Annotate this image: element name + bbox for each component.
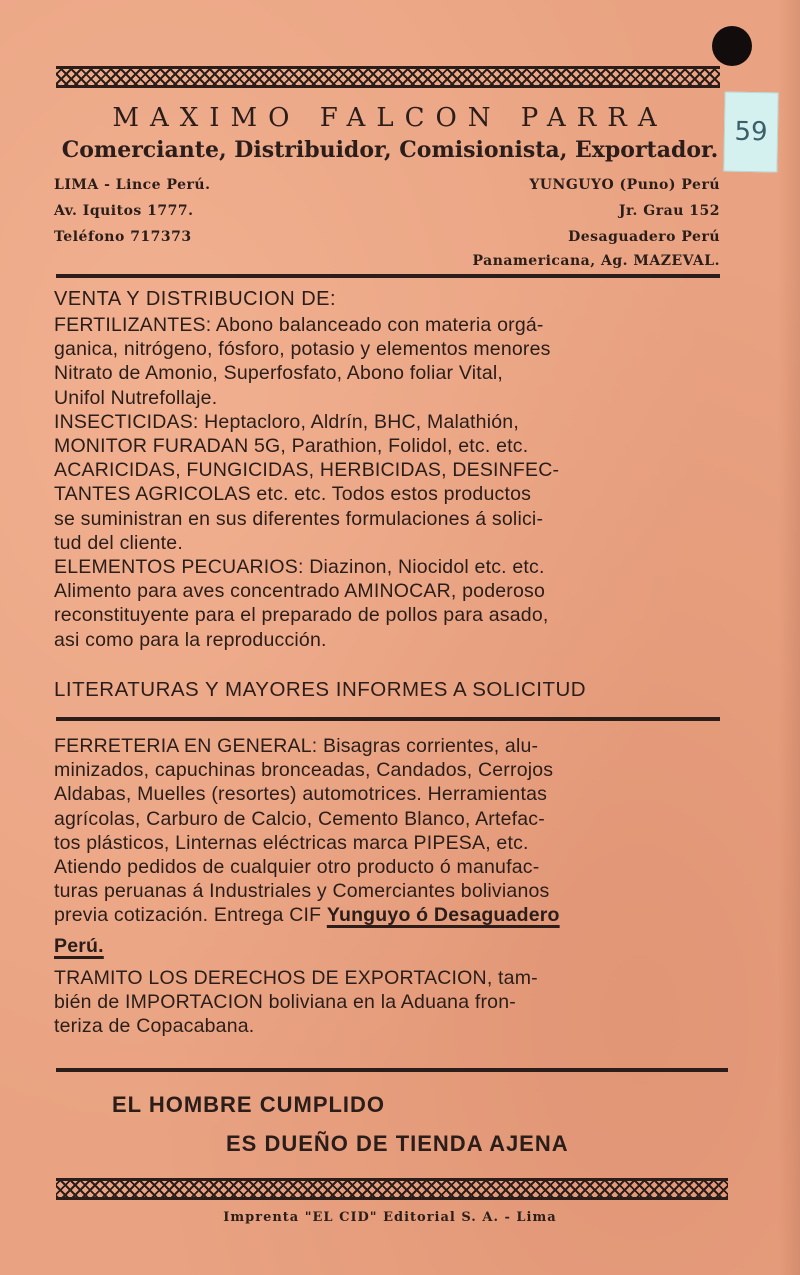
ferreteria-line: minizados, capuchinas bronceadas, Candados, Cerrojos	[54, 759, 554, 782]
tramite-line: TRAMITO LOS DERECHOS DE EXPORTACION, tam-	[54, 966, 538, 989]
ferreteria-line: turas peruanas á Industriales y Comerciantes bolivianos	[54, 880, 550, 903]
venta-line: Nitrato de Amonio, Superfosfato, Abono foliar Vital,	[54, 362, 504, 385]
merchant-name: MAXIMO FALCON PARRA	[112, 103, 668, 133]
divider-header	[56, 274, 720, 278]
section-ferreteria-body	[54, 734, 724, 1038]
venta-line: Unifol Nutrefollaje.	[54, 386, 218, 409]
top-ornament-border	[56, 66, 720, 88]
ferreteria-line: Aldabas, Muelles (resortes) automotrices. Herramientas	[54, 783, 548, 806]
merchant-subtitle: Comerciante, Distribuidor, Comisionista, Exportador.	[61, 137, 719, 163]
venta-line: asi como para la reproducción.	[54, 628, 327, 651]
divider-lower	[56, 1068, 728, 1072]
section-heading-venta: VENTA Y DISTRIBUCION DE:	[54, 288, 337, 310]
venta-line: FERTILIZANTES: Abono balanceado con materia orgá-	[54, 314, 544, 336]
delivery-places: Yunguyo ó Desaguadero	[326, 904, 560, 927]
slogan-line-1: EL HOMBRE CUMPLIDO	[112, 1092, 386, 1117]
paper-edge	[778, 0, 800, 1275]
venta-line: tud del cliente.	[54, 531, 183, 554]
right-address-line-1: YUNGUYO (Puno) Perú	[529, 177, 720, 193]
ferreteria-line: Atiendo pedidos de cualquier otro producto ó manufac-	[54, 856, 540, 879]
divider-middle	[56, 717, 720, 721]
section-venta-body	[54, 313, 724, 652]
venta-line: ELEMENTOS PECUARIOS: Diazinon, Niocidol etc. etc.	[54, 556, 545, 579]
literature-notice: LITERATURAS Y MAYORES INFORMES A SOLICITUD	[54, 678, 587, 701]
bottom-ornament-border	[56, 1178, 728, 1200]
punched-hole	[712, 26, 752, 66]
venta-line: reconstituyente para el preparado de pollos para asado,	[54, 604, 549, 627]
right-address-line-4: Panamericana, Ag. MAZEVAL.	[472, 253, 720, 269]
slogan-line-2: ES DUEÑO DE TIENDA AJENA	[226, 1131, 569, 1156]
left-address-line-1: LIMA - Lince Perú.	[54, 177, 211, 193]
ferreteria-line: agrícolas, Carburo de Calcio, Cemento Blanco, Artefac-	[54, 807, 545, 830]
venta-line: INSECTICIDAS: Heptacloro, Aldrín, BHC, Malathión,	[54, 410, 519, 433]
ferreteria-line-delivery	[54, 903, 724, 927]
venta-line: ACARICIDAS, FUNGICIDAS, HERBICIDAS, DESINFEC-	[54, 459, 560, 482]
sticker-number: 59	[734, 116, 768, 148]
right-address-line-3: Desaguadero Perú	[568, 229, 720, 245]
delivery-country: Perú.	[54, 934, 104, 957]
venta-line: MONITOR FURADAN 5G, Parathion, Folidol, etc. etc.	[54, 435, 529, 458]
venta-line: ganica, nitrógeno, fósforo, potasio y elementos menores	[54, 338, 551, 361]
ferreteria-line-overflow	[54, 934, 724, 958]
venta-line: Alimento para aves concentrado AMINOCAR, poderoso	[54, 580, 546, 603]
number-sticker	[723, 92, 778, 173]
printer-imprint: Imprenta "EL CID" Editorial S. A. - Lima	[223, 1210, 557, 1225]
left-address-line-3: Teléfono 717373	[54, 229, 192, 245]
venta-line: TANTES AGRICOLAS etc. etc. Todos estos productos	[54, 483, 532, 506]
venta-line: se suministran en sus diferentes formulaciones á solici-	[54, 507, 544, 530]
tramite-line: teriza de Copacabana.	[54, 1015, 255, 1038]
right-address-line-2: Jr. Grau 152	[618, 203, 720, 219]
ferreteria-line: tos plásticos, Linternas eléctricas marca PIPESA, etc.	[54, 831, 529, 854]
ferreteria-line: FERRETERIA EN GENERAL: Bisagras corrientes, alu-	[54, 735, 539, 757]
tramite-line: bién de IMPORTACION boliviana en la Aduana fron-	[54, 991, 516, 1014]
delivery-text: previa cotización. Entrega CIF	[54, 904, 327, 927]
left-address-line-2: Av. Iquitos 1777.	[54, 203, 194, 219]
